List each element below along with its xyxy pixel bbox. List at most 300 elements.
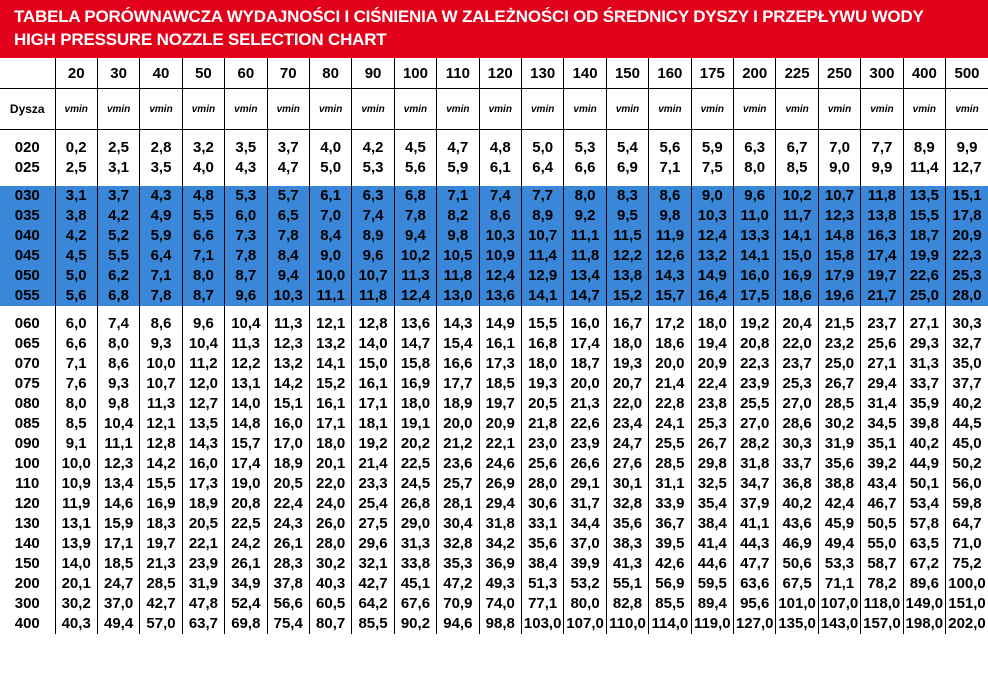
flow-value-cell: 15,1: [946, 186, 988, 206]
title-banner: [0, 0, 988, 58]
pressure-header-cell: 120: [479, 58, 521, 89]
flow-value-cell: 7,4: [479, 186, 521, 206]
spacer-cell: [394, 130, 436, 139]
flow-value-cell: 26,6: [564, 454, 606, 474]
gap-cell: [352, 178, 394, 186]
flow-value-cell: 9,5: [606, 206, 648, 226]
group-gap-row: [0, 306, 988, 314]
spacer-cell: [691, 130, 733, 139]
flow-value-cell: 6,2: [97, 266, 139, 286]
flow-value-cell: 8,5: [55, 414, 97, 434]
flow-value-cell: 18,7: [903, 226, 945, 246]
flow-value-cell: 15,5: [903, 206, 945, 226]
flow-value-cell: 11,3: [267, 314, 309, 334]
table-row: [0, 494, 988, 514]
flow-value-cell: 10,9: [55, 474, 97, 494]
flow-value-cell: 8,4: [309, 226, 351, 246]
flow-value-cell: 4,8: [479, 138, 521, 158]
flow-value-cell: 10,7: [352, 266, 394, 286]
flow-value-cell: 32,8: [437, 534, 479, 554]
flow-value-cell: 26,8: [394, 494, 436, 514]
table-row: [0, 314, 988, 334]
flow-value-cell: 19,1: [394, 414, 436, 434]
flow-value-cell: 14,0: [225, 394, 267, 414]
flow-value-cell: 35,6: [818, 454, 860, 474]
flow-value-cell: 135,0: [776, 614, 818, 634]
flow-value-cell: 27,0: [734, 414, 776, 434]
spacer-cell: [352, 130, 394, 139]
nozzle-size-cell: 035: [0, 206, 55, 226]
flow-value-cell: 19,7: [861, 266, 903, 286]
flow-value-cell: 10,3: [691, 206, 733, 226]
spacer-cell: [649, 130, 691, 139]
flow-value-cell: 22,5: [225, 514, 267, 534]
flow-value-cell: 14,7: [564, 286, 606, 306]
flow-value-cell: 36,7: [649, 514, 691, 534]
nozzle-selection-table: [0, 58, 988, 634]
flow-value-cell: 37,9: [734, 494, 776, 514]
flow-value-cell: 28,0: [946, 286, 988, 306]
flow-value-cell: 14,9: [691, 266, 733, 286]
gap-cell: [606, 178, 648, 186]
flow-value-cell: 18,1: [352, 414, 394, 434]
flow-value-cell: 51,3: [521, 574, 563, 594]
flow-value-cell: 24,6: [479, 454, 521, 474]
unit-label-cell: vmin: [309, 89, 351, 130]
flow-value-cell: 89,4: [691, 594, 733, 614]
flow-value-cell: 9,4: [394, 226, 436, 246]
flow-value-cell: 42,7: [140, 594, 182, 614]
flow-value-cell: 31,1: [649, 474, 691, 494]
flow-value-cell: 3,2: [182, 138, 224, 158]
flow-value-cell: 25,3: [946, 266, 988, 286]
unit-label-cell: vmin: [437, 89, 479, 130]
flow-value-cell: 11,4: [903, 158, 945, 178]
flow-value-cell: 9,1: [55, 434, 97, 454]
flow-value-cell: 11,3: [394, 266, 436, 286]
flow-value-cell: 17,4: [564, 334, 606, 354]
flow-value-cell: 151,0: [946, 594, 988, 614]
flow-value-cell: 28,3: [267, 554, 309, 574]
flow-value-cell: 10,0: [309, 266, 351, 286]
unit-label-cell: vmin: [564, 89, 606, 130]
flow-value-cell: 46,7: [861, 494, 903, 514]
flow-value-cell: 37,0: [97, 594, 139, 614]
flow-value-cell: 2,8: [140, 138, 182, 158]
nozzle-size-cell: 030: [0, 186, 55, 206]
nozzle-size-cell: 120: [14, 495, 40, 512]
flow-value-cell: 23,7: [776, 354, 818, 374]
flow-value-cell: 47,2: [437, 574, 479, 594]
flow-value-cell: 75,2: [946, 554, 988, 574]
pressure-header-cell: 250: [818, 58, 860, 89]
pressure-header-cell: 300: [861, 58, 903, 89]
flow-value-cell: 9,0: [309, 246, 351, 266]
table-row: [0, 226, 988, 246]
table-row: [0, 434, 988, 454]
flow-value-cell: 14,0: [352, 334, 394, 354]
pressure-header-cell: 500: [946, 58, 988, 89]
nozzle-size-cell: 150: [14, 555, 40, 572]
flow-value-cell: 17,9: [818, 266, 860, 286]
flow-value-cell: 95,6: [734, 594, 776, 614]
gap-cell: [691, 306, 733, 314]
flow-value-cell: 6,7: [776, 138, 818, 158]
flow-value-cell: 30,3: [776, 434, 818, 454]
unit-header-row: [0, 89, 988, 130]
flow-value-cell: 12,7: [946, 158, 988, 178]
unit-label-cell: vmin: [352, 89, 394, 130]
flow-value-cell: 4,9: [140, 206, 182, 226]
flow-value-cell: 32,1: [352, 554, 394, 574]
unit-label-cell: vmin: [861, 89, 903, 130]
flow-value-cell: 23,9: [734, 374, 776, 394]
flow-value-cell: 22,4: [691, 374, 733, 394]
flow-value-cell: 14,8: [818, 226, 860, 246]
flow-value-cell: 12,4: [479, 266, 521, 286]
flow-value-cell: 50,1: [903, 474, 945, 494]
flow-value-cell: 52,4: [225, 594, 267, 614]
flow-value-cell: 10,4: [182, 334, 224, 354]
flow-value-cell: 18,0: [394, 394, 436, 414]
gap-cell: [521, 306, 563, 314]
flow-value-cell: 23,3: [352, 474, 394, 494]
flow-value-cell: 16,1: [479, 334, 521, 354]
flow-value-cell: 10,3: [267, 286, 309, 306]
nozzle-size-cell: 200: [14, 575, 40, 592]
flow-value-cell: 5,0: [521, 138, 563, 158]
flow-value-cell: 20,1: [55, 574, 97, 594]
flow-value-cell: 7,1: [55, 354, 97, 374]
flow-value-cell: 74,0: [479, 594, 521, 614]
pressure-header-cell: 50: [182, 58, 224, 89]
gap-cell: [267, 178, 309, 186]
flow-value-cell: 8,9: [903, 138, 945, 158]
table-row: [0, 354, 988, 374]
flow-value-cell: 118,0: [861, 594, 903, 614]
gap-cell: [861, 178, 903, 186]
flow-value-cell: 8,0: [97, 334, 139, 354]
flow-value-cell: 45,1: [394, 574, 436, 594]
flow-value-cell: 11,8: [437, 266, 479, 286]
flow-value-cell: 17,3: [479, 354, 521, 374]
flow-value-cell: 18,7: [564, 354, 606, 374]
flow-value-cell: 31,8: [734, 454, 776, 474]
flow-value-cell: 22,4: [267, 494, 309, 514]
flow-value-cell: 64,7: [946, 514, 988, 534]
flow-value-cell: 35,6: [606, 514, 648, 534]
gap-cell: [521, 178, 563, 186]
flow-value-cell: 18,0: [606, 334, 648, 354]
flow-value-cell: 18,9: [437, 394, 479, 414]
flow-value-cell: 11,9: [649, 226, 691, 246]
title-english: HIGH PRESSURE NOZZLE SELECTION CHART: [14, 30, 387, 49]
flow-value-cell: 69,8: [225, 614, 267, 634]
flow-value-cell: 11,5: [606, 226, 648, 246]
unit-label-cell: vmin: [97, 89, 139, 130]
flow-value-cell: 12,3: [818, 206, 860, 226]
flow-value-cell: 42,6: [649, 554, 691, 574]
unit-label-cell: vmin: [691, 89, 733, 130]
flow-value-cell: 28,1: [437, 494, 479, 514]
flow-value-cell: 30,2: [55, 594, 97, 614]
nozzle-size-cell: 400: [14, 615, 40, 632]
flow-value-cell: 30,3: [946, 314, 988, 334]
flow-value-cell: 13,8: [861, 206, 903, 226]
flow-value-cell: 14,6: [97, 494, 139, 514]
gap-cell: [225, 306, 267, 314]
gap-cell: [649, 306, 691, 314]
unit-label-cell: vmin: [649, 89, 691, 130]
flow-value-cell: 8,6: [140, 314, 182, 334]
flow-value-cell: 8,7: [225, 266, 267, 286]
flow-value-cell: 20,1: [309, 454, 351, 474]
flow-value-cell: 6,8: [394, 186, 436, 206]
table-row: [0, 186, 988, 206]
gap-cell: [97, 306, 139, 314]
flow-value-cell: 15,1: [267, 394, 309, 414]
flow-value-cell: 8,6: [479, 206, 521, 226]
flow-value-cell: 7,7: [521, 186, 563, 206]
flow-value-cell: 8,9: [521, 206, 563, 226]
spacer-cell: [564, 130, 606, 139]
flow-value-cell: 14,7: [394, 334, 436, 354]
flow-value-cell: 22,8: [649, 394, 691, 414]
flow-value-cell: 16,6: [437, 354, 479, 374]
flow-value-cell: 7,5: [691, 158, 733, 178]
flow-value-cell: 53,2: [564, 574, 606, 594]
spacer-cell: [776, 130, 818, 139]
flow-value-cell: 29,6: [352, 534, 394, 554]
flow-value-cell: 28,5: [818, 394, 860, 414]
flow-value-cell: 17,1: [97, 534, 139, 554]
flow-value-cell: 149,0: [903, 594, 945, 614]
flow-value-cell: 29,0: [394, 514, 436, 534]
flow-value-cell: 28,2: [734, 434, 776, 454]
flow-value-cell: 16,3: [861, 226, 903, 246]
flow-value-cell: 31,3: [394, 534, 436, 554]
flow-value-cell: 8,9: [352, 226, 394, 246]
flow-value-cell: 13,2: [309, 334, 351, 354]
flow-value-cell: 9,9: [946, 138, 988, 158]
pressure-header-cell: 110: [437, 58, 479, 89]
flow-value-cell: 29,1: [564, 474, 606, 494]
flow-value-cell: 9,0: [818, 158, 860, 178]
flow-value-cell: 71,0: [946, 534, 988, 554]
flow-value-cell: 2,5: [97, 138, 139, 158]
table-row: [0, 514, 988, 534]
flow-value-cell: 8,2: [437, 206, 479, 226]
flow-value-cell: 67,2: [903, 554, 945, 574]
flow-value-cell: 15,7: [225, 434, 267, 454]
flow-value-cell: 22,0: [606, 394, 648, 414]
flow-value-cell: 41,3: [606, 554, 648, 574]
flow-value-cell: 13,3: [734, 226, 776, 246]
flow-value-cell: 8,3: [606, 186, 648, 206]
flow-value-cell: 3,8: [55, 206, 97, 226]
pressure-header-cell: 175: [691, 58, 733, 89]
flow-value-cell: 58,7: [861, 554, 903, 574]
flow-value-cell: 6,8: [97, 286, 139, 306]
flow-value-cell: 13,6: [479, 286, 521, 306]
flow-value-cell: 36,8: [776, 474, 818, 494]
flow-value-cell: 12,1: [140, 414, 182, 434]
flow-value-cell: 19,4: [691, 334, 733, 354]
flow-value-cell: 13,1: [55, 514, 97, 534]
spacer-cell: [97, 130, 139, 139]
flow-value-cell: 11,1: [309, 286, 351, 306]
flow-value-cell: 16,0: [267, 414, 309, 434]
flow-value-cell: 18,6: [649, 334, 691, 354]
flow-value-cell: 21,7: [861, 286, 903, 306]
flow-value-cell: 8,6: [649, 186, 691, 206]
flow-value-cell: 34,5: [861, 414, 903, 434]
gap-cell: [946, 306, 988, 314]
flow-value-cell: 20,5: [267, 474, 309, 494]
flow-value-cell: 15,2: [309, 374, 351, 394]
flow-value-cell: 2,5: [55, 158, 97, 178]
gap-cell: [309, 306, 351, 314]
flow-value-cell: 29,4: [479, 494, 521, 514]
flow-value-cell: 9,8: [97, 394, 139, 414]
flow-value-cell: 8,0: [734, 158, 776, 178]
flow-value-cell: 14,0: [55, 554, 97, 574]
corner-cell: [0, 58, 55, 89]
flow-value-cell: 27,1: [861, 354, 903, 374]
flow-value-cell: 6,0: [55, 314, 97, 334]
table-row: [0, 206, 988, 226]
flow-value-cell: 18,0: [309, 434, 351, 454]
pressure-header-cell: 225: [776, 58, 818, 89]
group-gap-row: [0, 178, 988, 186]
flow-value-cell: 6,9: [606, 158, 648, 178]
flow-value-cell: 26,9: [479, 474, 521, 494]
flow-value-cell: 4,2: [55, 226, 97, 246]
gap-cell: [734, 178, 776, 186]
flow-value-cell: 34,9: [225, 574, 267, 594]
flow-value-cell: 16,0: [734, 266, 776, 286]
flow-value-cell: 31,3: [903, 354, 945, 374]
pressure-header-cell: 200: [734, 58, 776, 89]
flow-value-cell: 67,6: [394, 594, 436, 614]
gap-cell: [437, 178, 479, 186]
flow-value-cell: 10,0: [140, 354, 182, 374]
flow-value-cell: 23,9: [564, 434, 606, 454]
flow-value-cell: 21,4: [352, 454, 394, 474]
pressure-header-cell: 100: [394, 58, 436, 89]
flow-value-cell: 5,6: [394, 158, 436, 178]
pressure-header-cell: 80: [309, 58, 351, 89]
flow-value-cell: 11,7: [776, 206, 818, 226]
flow-value-cell: 12,6: [649, 246, 691, 266]
flow-value-cell: 7,0: [818, 138, 860, 158]
flow-value-cell: 25,6: [861, 334, 903, 354]
flow-value-cell: 18,0: [521, 354, 563, 374]
row-header-label: Dysza: [0, 89, 55, 130]
nozzle-size-cell: 300: [14, 595, 40, 612]
flow-value-cell: 13,4: [97, 474, 139, 494]
flow-value-cell: 7,6: [55, 374, 97, 394]
gap-cell: [903, 306, 945, 314]
flow-value-cell: 16,4: [691, 286, 733, 306]
flow-value-cell: 26,0: [309, 514, 351, 534]
flow-value-cell: 18,3: [140, 514, 182, 534]
flow-value-cell: 7,8: [267, 226, 309, 246]
flow-value-cell: 13,5: [182, 414, 224, 434]
table-row: [0, 454, 988, 474]
unit-label-cell: vmin: [140, 89, 182, 130]
pressure-header-cell: 160: [649, 58, 691, 89]
flow-value-cell: 6,1: [479, 158, 521, 178]
flow-value-cell: 38,4: [521, 554, 563, 574]
flow-value-cell: 20,9: [479, 414, 521, 434]
flow-value-cell: 8,0: [55, 394, 97, 414]
table-row: [0, 266, 988, 286]
nozzle-size-cell: 100: [14, 455, 40, 472]
flow-value-cell: 45,9: [818, 514, 860, 534]
flow-value-cell: 38,4: [691, 514, 733, 534]
flow-value-cell: 7,4: [352, 206, 394, 226]
flow-value-cell: 12,9: [521, 266, 563, 286]
flow-value-cell: 29,3: [903, 334, 945, 354]
table-row: [0, 594, 988, 614]
flow-value-cell: 14,3: [182, 434, 224, 454]
gap-cell: [0, 178, 55, 186]
flow-value-cell: 11,8: [352, 286, 394, 306]
flow-value-cell: 22,0: [776, 334, 818, 354]
flow-value-cell: 12,4: [394, 286, 436, 306]
gap-cell: [55, 306, 97, 314]
flow-value-cell: 49,4: [818, 534, 860, 554]
flow-value-cell: 6,4: [521, 158, 563, 178]
flow-value-cell: 35,6: [521, 534, 563, 554]
nozzle-size-cell: 090: [14, 435, 40, 452]
flow-value-cell: 21,3: [564, 394, 606, 414]
flow-value-cell: 35,9: [903, 394, 945, 414]
gap-cell: [55, 178, 97, 186]
flow-value-cell: 0,2: [55, 138, 97, 158]
flow-value-cell: 5,6: [649, 138, 691, 158]
spacer-cell: [903, 130, 945, 139]
flow-value-cell: 30,6: [521, 494, 563, 514]
gap-cell: [394, 178, 436, 186]
flow-value-cell: 10,4: [97, 414, 139, 434]
flow-value-cell: 13,8: [606, 266, 648, 286]
flow-value-cell: 20,0: [649, 354, 691, 374]
flow-value-cell: 41,4: [691, 534, 733, 554]
flow-value-cell: 7,1: [182, 246, 224, 266]
flow-value-cell: 85,5: [352, 614, 394, 634]
table-row: [0, 394, 988, 414]
nozzle-size-cell: 020: [14, 139, 40, 156]
flow-value-cell: 40,2: [776, 494, 818, 514]
flow-value-cell: 63,6: [734, 574, 776, 594]
flow-value-cell: 63,5: [903, 534, 945, 554]
spacer-cell: [734, 130, 776, 139]
flow-value-cell: 49,3: [479, 574, 521, 594]
gap-cell: [140, 306, 182, 314]
gap-cell: [437, 306, 479, 314]
flow-value-cell: 9,6: [225, 286, 267, 306]
flow-value-cell: 119,0: [691, 614, 733, 634]
unit-label-cell: vmin: [521, 89, 563, 130]
flow-value-cell: 157,0: [861, 614, 903, 634]
flow-value-cell: 32,8: [606, 494, 648, 514]
flow-value-cell: 42,4: [818, 494, 860, 514]
flow-value-cell: 7,3: [225, 226, 267, 246]
nozzle-size-cell: 045: [0, 246, 55, 266]
flow-value-cell: 45,0: [946, 434, 988, 454]
